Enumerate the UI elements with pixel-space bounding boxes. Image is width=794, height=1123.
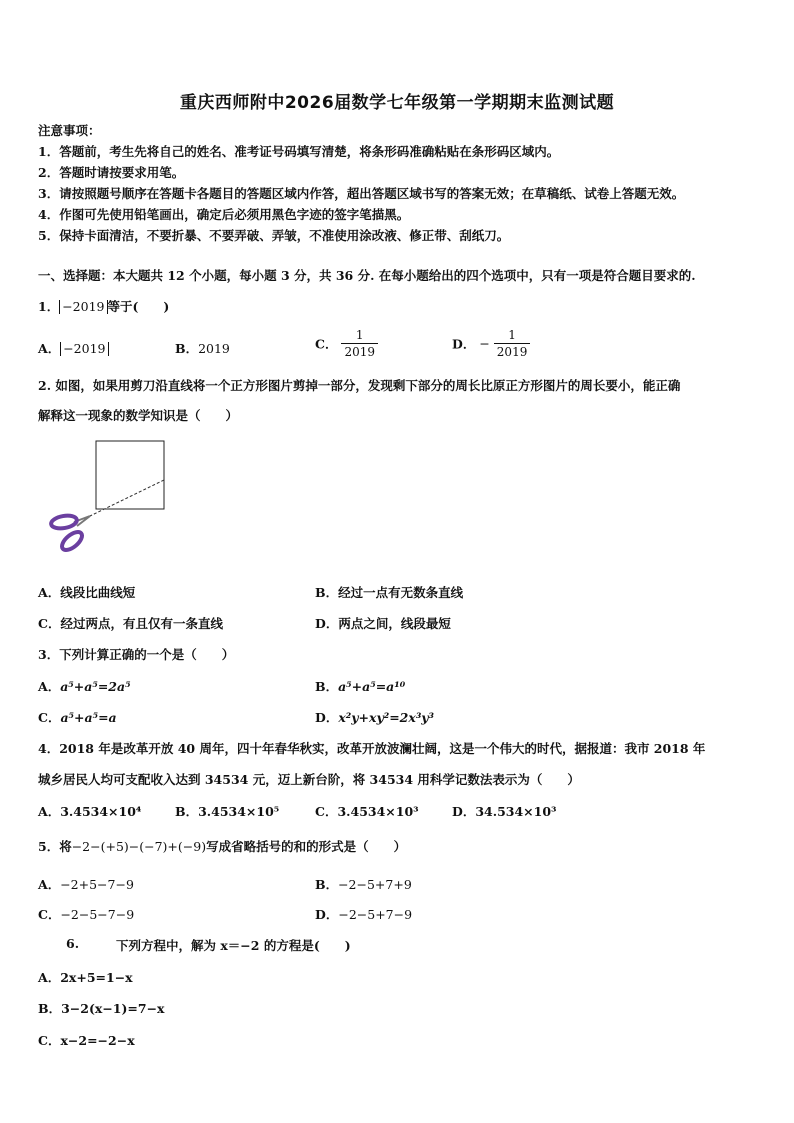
- option-b: [315, 875, 412, 893]
- option-label: B．: [315, 877, 339, 892]
- expression: −2−(+5)−(−7)+(−9): [71, 839, 207, 854]
- question-4-line1: 4．2018 年是改革开放 40 周年，四十年春华秋实，改革开放波澜壮阔，这是一个伟大的时代，据报道：我市 2018 年: [38, 741, 706, 756]
- notice-item: 4．作图可先使用铅笔画出，确定后必须用黑色字迹的签字笔描黑。: [38, 207, 410, 222]
- option-value: 2019: [198, 341, 230, 356]
- option-label: C．: [315, 804, 338, 819]
- question-2-line1: 2. 如图，如果用剪刀沿直线将一个正方形图片剪掉一部分，发现剩下部分的周长比原正方形图片的周长要小，能正确: [38, 378, 681, 393]
- question-6-stem: 下列方程中，解为 x＝−2 的方程是( ): [116, 938, 351, 953]
- option-value: x−2=−2−x: [60, 1033, 135, 1048]
- option-value: 3.4534×10³: [337, 804, 419, 819]
- square-shape: [96, 441, 164, 509]
- minus-sign: −: [479, 336, 490, 351]
- cut-line: [90, 480, 164, 516]
- option-a: [38, 677, 131, 695]
- option-value: 34.534×10³: [475, 804, 557, 819]
- option-a: A．线段比曲线短: [38, 585, 136, 600]
- option-value: −2−5−7−9: [60, 907, 135, 922]
- option-label: B．: [175, 341, 199, 356]
- denominator: 2019: [344, 345, 375, 359]
- option-label: D．: [315, 710, 339, 725]
- fraction: [494, 328, 531, 359]
- question-3-stem: 3．下列计算正确的一个是（ ）: [38, 647, 235, 662]
- question-tail: 等于( ): [107, 299, 170, 314]
- option-d: [315, 905, 412, 923]
- notice-item: 1．答题前，考生先将自己的姓名、准考证号码填写清楚，将条形码准确粘贴在条形码区域内。: [38, 144, 560, 159]
- question-2-line2: 解释这一现象的数学知识是（ ）: [38, 408, 239, 423]
- option-a: [38, 875, 134, 893]
- question-4-line2: 城乡居民人均可支配收入达到 34534 元，迈上新台阶，将 34534 用科学记数法表示为（ ）: [38, 772, 580, 787]
- notice-item: 5．保持卡面清洁，不要折暴、不要弄破、弄皱，不准使用涂改液、修正带、刮纸刀。: [38, 228, 510, 243]
- option-value: x²y+xy²=2x³y³: [338, 710, 435, 725]
- question-number: 1．: [38, 299, 60, 314]
- option-label: A．: [38, 970, 61, 985]
- notice-item: 2．答题时请按要求用笔。: [38, 165, 185, 180]
- option-b: [175, 339, 230, 357]
- option-a: [38, 802, 141, 820]
- question-tail: 写成省略括号的和的形式是（ ）: [206, 839, 407, 854]
- option-value: −2−5+7+9: [338, 877, 412, 892]
- option-label: A．: [38, 341, 61, 356]
- option-label: B．: [38, 1001, 62, 1016]
- option-b: B．经过一点有无数条直线: [315, 585, 464, 600]
- option-value: −2+5−7−9: [60, 877, 134, 892]
- scissors-square-figure: [44, 438, 174, 558]
- question-6-number: 6.: [66, 936, 80, 951]
- option-c: [38, 1031, 135, 1049]
- option-value: a⁵+a⁵=2a⁵: [60, 679, 131, 694]
- numerator: 1: [341, 328, 378, 344]
- option-d: [452, 328, 530, 359]
- fraction: [341, 328, 378, 359]
- option-c: [315, 328, 378, 359]
- notice-item: 3．请按照题号顺序在答题卡各题目的答题区域内作答，超出答题区域书写的答案无效；在草稿纸、试卷上答题无效。: [38, 186, 685, 201]
- option-label: B．: [315, 679, 339, 694]
- option-b: [175, 802, 279, 820]
- option-c: C．经过两点，有且仅有一条直线: [38, 616, 223, 631]
- option-label: C．: [38, 907, 61, 922]
- option-value: 2x+5=1−x: [60, 970, 133, 985]
- scissors-icon: [50, 514, 90, 553]
- section-heading: 一、选择题：本大题共 12 个小题，每小题 3 分，共 36 分. 在每小题给出的四个选项中，只有一项是符合题目要求的.: [38, 268, 696, 283]
- question-5-stem: [38, 837, 406, 855]
- option-a: [38, 968, 133, 986]
- option-c: [38, 905, 134, 923]
- option-b: [38, 999, 165, 1017]
- denominator: 2019: [496, 345, 528, 359]
- page-title: 重庆西师附中2026届数学七年级第一学期期末监测试题: [179, 93, 615, 113]
- option-c: [315, 802, 419, 820]
- option-b: [315, 677, 405, 695]
- option-value: 3.4534×10⁵: [198, 804, 280, 819]
- option-d: D．两点之间，线段最短: [315, 616, 451, 631]
- option-d: [452, 802, 557, 820]
- option-value: −2−5+7−9: [338, 907, 413, 922]
- question-number: 5．将: [38, 839, 72, 854]
- option-c: [38, 708, 117, 726]
- option-label: A．: [38, 804, 61, 819]
- option-label: B．: [175, 804, 199, 819]
- option-value: a⁵+a⁵=a: [60, 710, 117, 725]
- option-label: D．: [315, 907, 339, 922]
- option-d: [315, 708, 434, 726]
- option-value: 3−2(x−1)=7−x: [61, 1001, 165, 1016]
- numerator: 1: [494, 328, 531, 344]
- option-label: D．: [452, 804, 476, 819]
- notice-heading: 注意事项：: [38, 123, 101, 138]
- option-label: C．: [38, 1033, 61, 1048]
- question-1-stem: [38, 297, 169, 315]
- option-value: 3.4534×10⁴: [60, 804, 142, 819]
- absolute-value: −2019: [59, 300, 107, 314]
- option-value: −2019: [60, 342, 108, 356]
- option-label: D．: [452, 336, 476, 352]
- option-a: [38, 339, 109, 357]
- option-label: A．: [38, 877, 61, 892]
- option-value: a⁵+a⁵=a¹⁰: [338, 679, 406, 694]
- option-label: C．: [38, 710, 61, 725]
- option-label: C．: [315, 336, 338, 352]
- option-label: A．: [38, 679, 61, 694]
